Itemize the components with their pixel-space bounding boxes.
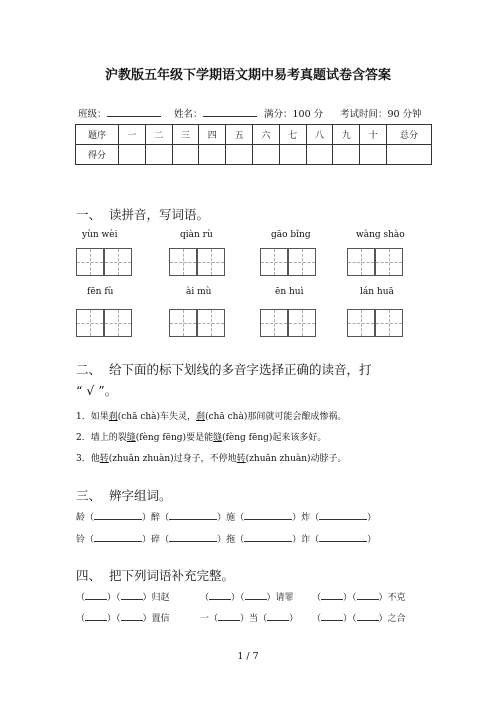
idiom-row: （ ）（ ）归赵 xyxy=(76,590,170,603)
header-cell: 七 xyxy=(279,125,306,145)
section-title: 读拼音，写词语。 xyxy=(108,207,209,222)
score-cell[interactable] xyxy=(279,145,306,165)
section-number: 三、 xyxy=(76,488,102,503)
answer-blank[interactable] xyxy=(94,532,142,542)
score-cell[interactable] xyxy=(199,145,226,165)
answer-blank[interactable] xyxy=(169,510,217,520)
pinyin-label: lán huā xyxy=(360,287,394,297)
score-table xyxy=(75,124,432,165)
answer-blank[interactable] xyxy=(319,532,367,542)
full-score: 满分：100 分 xyxy=(264,109,324,120)
writing-box[interactable] xyxy=(76,248,104,276)
pinyin-label: gāo bǐng xyxy=(271,230,311,240)
section-title: 给下面的标下划线的多音字选择正确的读音，打 xyxy=(108,362,372,377)
score-cell[interactable] xyxy=(387,145,432,165)
writing-box[interactable] xyxy=(288,248,316,276)
section-number: 二、 xyxy=(76,362,102,377)
name-field xyxy=(174,106,257,120)
header-cell: 十 xyxy=(360,125,387,145)
name-label: 姓名： xyxy=(174,109,203,120)
question-item: 1．如果刹(chā chà)车失灵，刹(chā chà)那间就可能会酿成惨祸。 xyxy=(76,412,347,422)
idiom-row: 一（ ）当（ ） xyxy=(200,611,298,624)
score-cell[interactable] xyxy=(119,145,146,165)
section-title: 把下列词语补充完整。 xyxy=(108,568,234,583)
score-cell[interactable] xyxy=(145,145,172,165)
score-cell[interactable] xyxy=(306,145,333,165)
header-cell: 五 xyxy=(226,125,253,145)
writing-box[interactable] xyxy=(104,309,132,337)
writing-box[interactable] xyxy=(76,309,104,337)
section-number: 四、 xyxy=(76,568,102,583)
name-blank xyxy=(203,106,257,117)
idiom-row: （ ）（ ）之合 xyxy=(312,611,406,624)
writing-box[interactable] xyxy=(260,248,288,276)
section-3-heading xyxy=(76,486,171,504)
pinyin-label: yùn wèi xyxy=(82,230,118,240)
section-1-heading xyxy=(76,205,209,223)
pinyin-label: ài mù xyxy=(186,287,212,297)
answer-blank[interactable] xyxy=(94,510,142,520)
header-cell: 六 xyxy=(252,125,279,145)
class-blank xyxy=(107,106,161,117)
section-number: 一、 xyxy=(76,207,102,222)
question-item: 3．他转(zhuǎn zhuàn)过身子，不停地转(zhuǎn zhuàn)动脖子。 xyxy=(76,454,347,464)
answer-blank[interactable] xyxy=(244,532,292,542)
header-cell: 一 xyxy=(119,125,146,145)
pinyin-label: fēn fù xyxy=(87,287,114,297)
idiom-row: （ ）（ ）请罪 xyxy=(200,590,294,603)
header-cell: 总分 xyxy=(387,125,432,145)
idiom-row: （ ）（ ）置信 xyxy=(76,611,170,624)
answer-blank[interactable] xyxy=(244,510,292,520)
score-cell[interactable] xyxy=(252,145,279,165)
section-4-heading xyxy=(76,566,234,584)
pinyin-label: wàng shào xyxy=(356,230,405,240)
writing-box[interactable] xyxy=(169,309,197,337)
writing-box[interactable] xyxy=(375,248,403,276)
writing-box[interactable] xyxy=(375,309,403,337)
writing-box[interactable] xyxy=(197,248,225,276)
pinyin-label: qiàn rù xyxy=(180,230,213,240)
header-cell: 九 xyxy=(333,125,360,145)
row-label: 得分 xyxy=(76,145,119,165)
page-number: 1 / 7 xyxy=(237,651,259,662)
writing-box[interactable] xyxy=(347,309,375,337)
word-group-row: 铃（ ）碎（ ）拖（ ）诈（ ） xyxy=(76,532,376,545)
class-field xyxy=(78,106,161,120)
score-cell[interactable] xyxy=(333,145,360,165)
question-item: 2．墙上的裂缝(fèng fēng)要是能缝(fèng fēng)起来该多好。 xyxy=(76,433,327,443)
pinyin-label: ēn huì xyxy=(275,287,304,297)
header-cell: 八 xyxy=(306,125,333,145)
class-label: 班级： xyxy=(78,109,107,120)
writing-box[interactable] xyxy=(197,309,225,337)
exam-time: 考试时间：90 分钟 xyxy=(340,109,422,120)
header-cell: 题序 xyxy=(76,125,119,145)
score-cell[interactable] xyxy=(172,145,199,165)
header-cell: 二 xyxy=(145,125,172,145)
answer-blank[interactable] xyxy=(319,510,367,520)
writing-box[interactable] xyxy=(260,309,288,337)
score-cell[interactable] xyxy=(360,145,387,165)
header-cell: 四 xyxy=(199,125,226,145)
header-cell: 三 xyxy=(172,125,199,145)
score-table-score-row xyxy=(76,145,432,165)
word-group-row: 龄（ ）醉（ ）施（ ）炸（ ） xyxy=(76,510,376,523)
idiom-row: （ ）（ ）不克 xyxy=(312,590,406,603)
writing-box[interactable] xyxy=(169,248,197,276)
score-table-header-row xyxy=(76,125,432,145)
writing-box[interactable] xyxy=(347,248,375,276)
answer-blank[interactable] xyxy=(169,532,217,542)
section-2-heading xyxy=(76,360,371,378)
section-2-heading-cont: “ √ ”。 xyxy=(76,383,118,398)
section-title: 辨字组词。 xyxy=(108,488,172,503)
writing-box[interactable] xyxy=(104,248,132,276)
score-cell[interactable] xyxy=(226,145,253,165)
writing-box[interactable] xyxy=(288,309,316,337)
page-title: 沪教版五年级下学期语文期中易考真题试卷含答案 xyxy=(104,68,391,83)
